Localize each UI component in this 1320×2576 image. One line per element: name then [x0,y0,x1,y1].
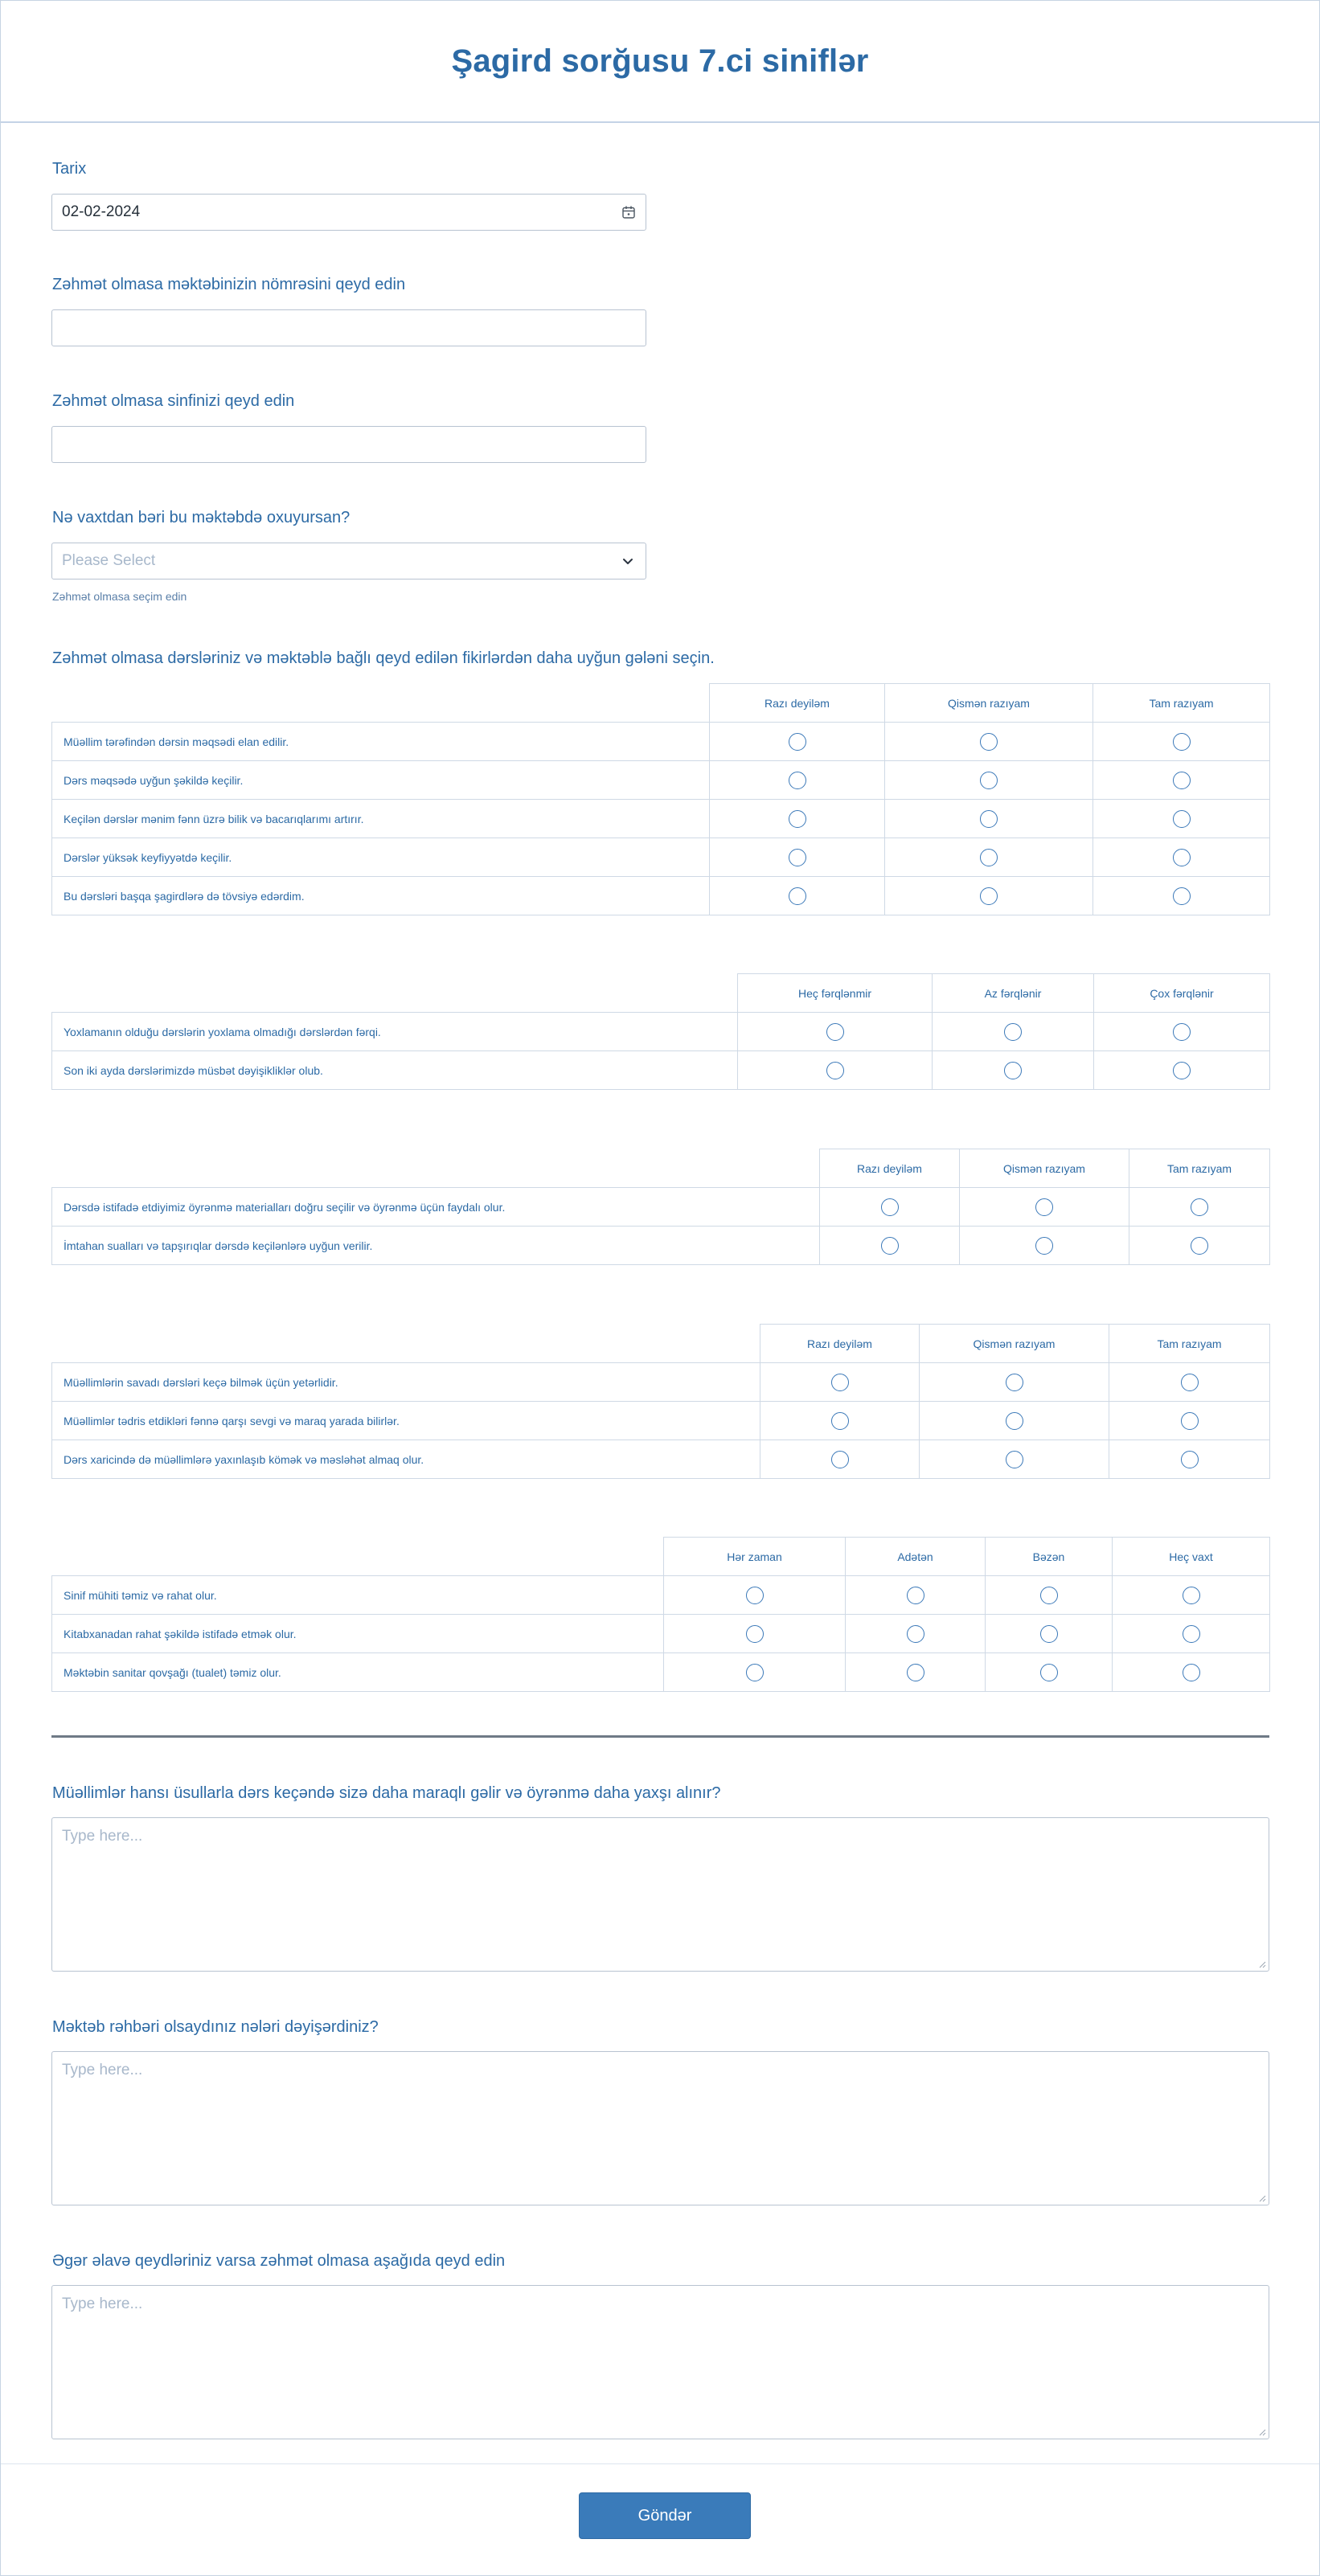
matrix-column-header: Tam razıyam [1109,1325,1270,1363]
form-title: Şagird sorğusu 7.ci siniflər [451,43,869,79]
radio-button[interactable] [907,1587,924,1604]
matrix-row [52,1188,1270,1227]
matrix-row [52,1615,1270,1653]
matrix-row [52,761,1270,800]
methods-field[interactable] [51,1817,1269,1972]
matrix-row-label: Sinif mühiti təmiz və rahat olur. [52,1576,664,1615]
form-header [1,1,1319,123]
radio-button[interactable] [789,887,806,905]
matrix-row-label: Kitabxanadan rahat şəkildə istifadə etmək olur. [52,1615,664,1653]
notes-field[interactable] [51,2285,1269,2439]
resize-handle-icon[interactable] [1258,2194,1266,2202]
radio-button[interactable] [907,1625,924,1643]
school-number-field[interactable] [51,309,646,346]
change-textarea[interactable] [52,2052,1269,2205]
radio-button[interactable] [1183,1587,1200,1604]
notes-label: Əgər əlavə qeydləriniz varsa zəhmət olmasa aşağıda qeyd edin [52,2252,506,2270]
matrix-row-label: Məktəbin sanitar qovşağı (tualet) təmiz olur. [52,1653,664,1692]
footer-divider [1,2463,1319,2464]
matrix-row [52,838,1270,877]
matrix-column-header: Az fərqlənir [933,974,1094,1013]
matrix-column-header: Razı deyiləm [760,1325,920,1363]
matrix-row-label: Son iki ayda dərslərimizdə müsbət dəyişikliklər olub. [52,1051,738,1090]
matrix-column-header: Heç vaxt [1113,1538,1270,1576]
matrix-column-header: Bəzən [986,1538,1113,1576]
radio-button[interactable] [980,772,998,789]
radio-button[interactable] [789,810,806,828]
matrix-column-header: Qismən razıyam [885,684,1093,723]
matrix-differences [51,973,1270,1090]
methods-label: Müəllimlər hansı üsullarla dərs keçəndə sizə daha maraqlı gəlir və öyrənmə daha yaxşı alınır? [52,1784,721,1802]
matrix-row [52,1363,1270,1402]
school-number-label: Zəhmət olmasa məktəbinizin nömrəsini qeyd edin [52,276,406,293]
matrix-column-header: Tam razıyam [1129,1149,1270,1188]
radio-button[interactable] [826,1023,844,1041]
since-when-sublabel: Zəhmət olmasa seçim edin [52,590,187,603]
section-divider [51,1735,1269,1738]
class-field[interactable] [51,426,646,463]
radio-button[interactable] [907,1664,924,1681]
school-number-input[interactable] [52,310,646,346]
matrix-column-header: Heç fərqlənmir [738,974,933,1013]
resize-handle-icon[interactable] [1258,2428,1266,2436]
matrix-column-header: Tam razıyam [1093,684,1270,723]
radio-button[interactable] [831,1412,849,1430]
radio-button[interactable] [1181,1451,1199,1468]
radio-button[interactable] [1040,1664,1058,1681]
matrix-row-label: Yoxlamanın olduğu dərslərin yoxlama olmadığı dərslərdən fərqi. [52,1013,738,1051]
radio-button[interactable] [1173,1062,1191,1079]
chevron-down-icon [621,555,634,567]
matrix-row [52,723,1270,761]
matrix-row-label: Müəllimlərin savadı dərsləri keçə bilmək üçün yetərlidir. [52,1363,760,1402]
radio-button[interactable] [831,1451,849,1468]
radio-button[interactable] [826,1062,844,1079]
radio-button[interactable] [789,733,806,751]
class-input[interactable] [52,427,646,462]
radio-button[interactable] [1183,1664,1200,1681]
radio-button[interactable] [1173,810,1191,828]
radio-button[interactable] [1040,1625,1058,1643]
matrix-row [52,1227,1270,1265]
matrix-row-label: Dərslər yüksək keyfiyyətdə keçilir. [52,838,710,877]
radio-button[interactable] [980,733,998,751]
class-label: Zəhmət olmasa sinfinizi qeyd edin [52,392,295,410]
matrix-row-label: Dərs məqsədə uyğun şəkildə keçilir. [52,761,710,800]
matrix-row-label: İmtahan sualları və tapşırıqlar dərsdə keçilənlərə uyğun verilir. [52,1227,820,1265]
matrix-environment [51,1537,1270,1692]
radio-button[interactable] [881,1237,899,1255]
radio-button[interactable] [746,1625,764,1643]
matrix-corner [52,1325,760,1363]
matrix-row-label: Dərs xaricində də müəllimlərə yaxınlaşıb kömək və məsləhət almaq olur. [52,1440,760,1479]
matrix-row-label: Bu dərsləri başqa şagirdlərə də tövsiyə edərdim. [52,877,710,915]
matrix-materials [51,1149,1270,1265]
radio-button[interactable] [1035,1198,1053,1216]
matrix-row [52,1576,1270,1615]
radio-button[interactable] [1173,887,1191,905]
matrix-row [52,1402,1270,1440]
change-field[interactable] [51,2051,1269,2205]
matrix-column-header: Çox fərqlənir [1094,974,1270,1013]
radio-button[interactable] [1006,1374,1023,1391]
radio-button[interactable] [831,1374,849,1391]
radio-button[interactable] [881,1198,899,1216]
matrix-corner [52,684,710,723]
since-when-label: Nə vaxtdan bəri bu məktəbdə oxuyursan? [52,509,350,526]
radio-button[interactable] [1173,849,1191,866]
radio-button[interactable] [1181,1412,1199,1430]
radio-button[interactable] [980,887,998,905]
matrix-row-label: Keçilən dərslər mənim fənn üzrə bilik və bacarıqlarımı artırır. [52,800,710,838]
change-label: Məktəb rəhbəri olsaydınız nələri dəyişərdiniz? [52,2018,379,2036]
matrix-row [52,1440,1270,1479]
matrix-column-header: Adətən [846,1538,986,1576]
resize-handle-icon[interactable] [1258,1960,1266,1968]
since-when-select[interactable] [51,543,646,579]
matrix-row-label: Müəllimlər tədris etdikləri fənnə qarşı sevgi və maraq yarada bilirlər. [52,1402,760,1440]
matrix-column-header: Qismən razıyam [960,1149,1129,1188]
matrix-corner [52,974,738,1013]
radio-button[interactable] [1006,1451,1023,1468]
radio-button[interactable] [1191,1237,1208,1255]
radio-button[interactable] [1006,1412,1023,1430]
matrix-row [52,1013,1270,1051]
radio-button[interactable] [789,772,806,789]
matrix-lessons [51,683,1270,915]
radio-button[interactable] [1173,772,1191,789]
matrix-row-label: Dərsdə istifadə etdiyimiz öyrənmə materialları doğru seçilir və öyrənmə üçün faydalı olur. [52,1188,820,1227]
submit-button[interactable]: Göndər [579,2492,751,2539]
matrix-column-header: Qismən razıyam [920,1325,1109,1363]
matrix-intro: Zəhmət olmasa dərsləriniz və məktəblə bağlı qeyd edilən fikirlərdən daha uyğun gələni seçin. [52,649,715,667]
matrix-column-header: Hər zaman [664,1538,846,1576]
radio-button[interactable] [789,849,806,866]
matrix-column-header: Razı deyiləm [710,684,885,723]
matrix-corner [52,1149,820,1188]
matrix-row [52,800,1270,838]
matrix-corner [52,1538,664,1576]
matrix-teachers [51,1324,1270,1479]
matrix-row-label: Müəllim tərəfindən dərsin məqsədi elan edilir. [52,723,710,761]
radio-button[interactable] [746,1664,764,1681]
radio-button[interactable] [980,849,998,866]
radio-button[interactable] [1191,1198,1208,1216]
matrix-column-header: Razı deyiləm [820,1149,960,1188]
radio-button[interactable] [980,810,998,828]
radio-button[interactable] [1183,1625,1200,1643]
radio-button[interactable] [1004,1023,1022,1041]
notes-textarea[interactable] [52,2286,1269,2439]
matrix-row [52,1051,1270,1090]
radio-button[interactable] [1004,1062,1022,1079]
matrix-row [52,1653,1270,1692]
calendar-icon[interactable] [621,205,636,219]
radio-button[interactable] [1173,733,1191,751]
radio-button[interactable] [1035,1237,1053,1255]
radio-button[interactable] [1181,1374,1199,1391]
radio-button[interactable] [1173,1023,1191,1041]
matrix-row [52,877,1270,915]
date-label: Tarix [52,160,87,178]
date-field[interactable] [51,194,646,231]
radio-button[interactable] [1040,1587,1058,1604]
date-input[interactable] [52,195,646,230]
radio-button[interactable] [746,1587,764,1604]
since-when-placeholder: Please Select [62,552,156,569]
methods-textarea[interactable] [52,1818,1269,1971]
